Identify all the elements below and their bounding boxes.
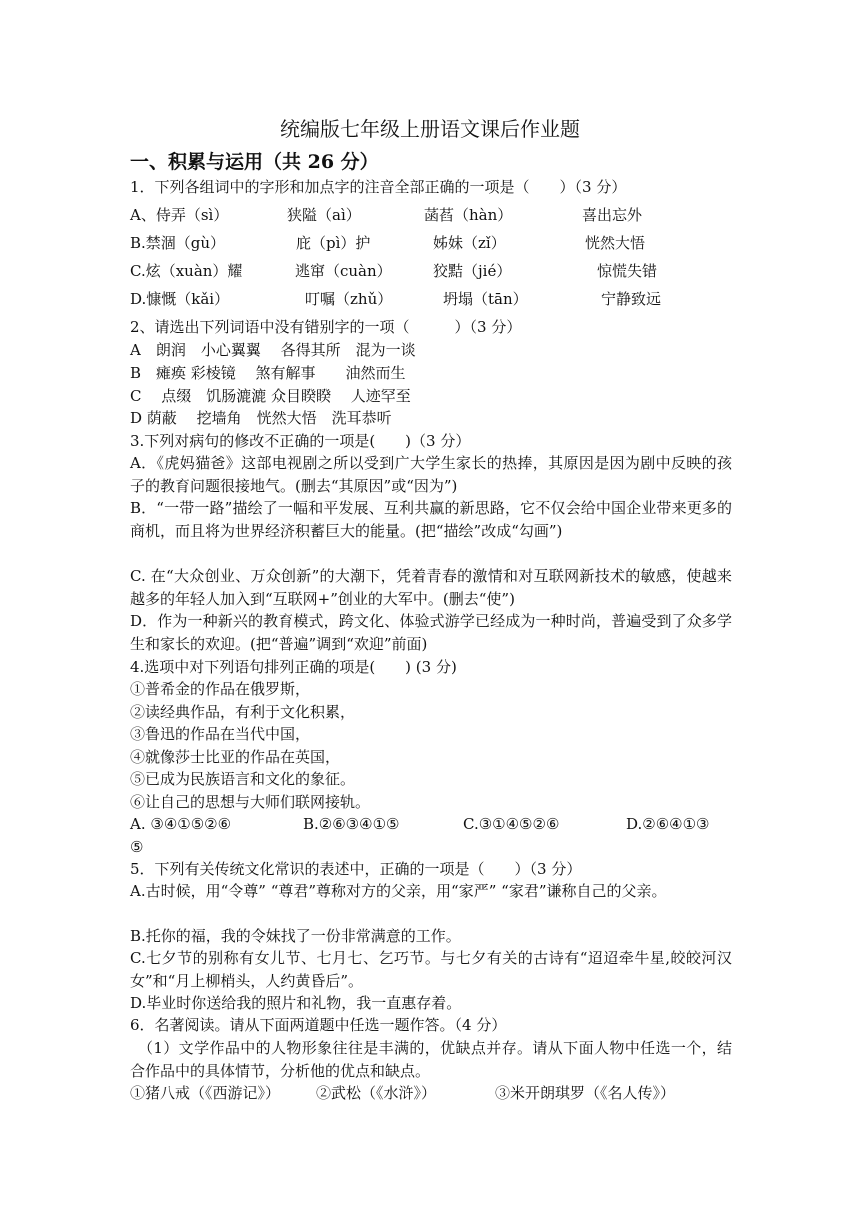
q4-item-1: ①普希金的作品在俄罗斯， <box>130 680 311 698</box>
q2-option-c: C 点缀 饥肠漉漉 众目睽睽 人迹罕至 <box>130 387 411 405</box>
q1-option-d-1: D.慷慨（kǎi） <box>130 290 230 308</box>
q4-item-4: ④就像莎士比亚的作品在英国， <box>130 748 341 766</box>
q5-option-d: D.毕业时你送给我的照片和礼物，我一直惠存着。 <box>130 994 462 1012</box>
q4-item-5: ⑤已成为民族语言和文化的象征。 <box>130 770 356 788</box>
section-heading: 一、积累与运用（共 26 分） <box>130 151 379 173</box>
question-6-stem: 6．名著阅读。请从下面两道题中任选一题作答。（4 分） <box>130 1016 507 1034</box>
q3-option-a: A．《虎妈猫爸》这部电视剧之所以受到广大学生家长的热捧，其原因是因为剧中反映的孩子的教育问题很接地气。(删去“其原因”或“因为”) <box>130 454 732 495</box>
q2-option-a: A 朗润 小心翼翼 各得其所 混为一谈 <box>130 341 416 359</box>
q4-option-c: C.③①④⑤②⑥ <box>463 815 560 833</box>
q3-option-b: B．“一带一路”描绘了一幅和平发展、互利共赢的新思路，它不仅会给中国企业带来更多的商机，而且将为世界经济积蓄巨大的能量。(把“描绘”改成“勾画”) <box>130 499 732 540</box>
q6-sub-question-1: （1）文学作品中的人物形象往往是丰满的，优缺点并存。请从下面人物中任选一个，结合作品中的具体情节，分析他的优点和缺点。 <box>130 1039 732 1080</box>
q1-option-b-4: 恍然大悟 <box>585 234 646 252</box>
question-2-stem: 2、请选出下列词语中没有错别字的一项（ ）（3 分） <box>130 318 522 336</box>
q1-option-d-2: 叮嘱（zhǔ） <box>305 290 393 308</box>
q4-option-d: D.②⑥④①③ <box>626 815 710 833</box>
q4-item-2: ②读经典作品，有利于文化积累， <box>130 703 356 721</box>
q1-option-d-4: 宁静致远 <box>601 290 662 308</box>
question-3-stem: 3.下列对病句的修改不正确的一项是( )（3 分） <box>130 432 471 450</box>
q1-option-c-4: 惊慌失错 <box>597 262 658 280</box>
q1-option-c-2: 逃窜（cuàn） <box>295 262 392 280</box>
q1-option-c-1: C.炫（xuàn）耀 <box>130 262 243 280</box>
question-4-stem: 4.选项中对下列语句排列正确的项是( ) (3 分) <box>130 658 457 676</box>
q6-choice-2: ②武松（《水浒》） <box>316 1084 437 1102</box>
question-1-stem: 1．下列各组词中的字形和加点字的注音全部正确的一项是（ ）（3 分） <box>130 178 627 196</box>
q3-option-d: D．作为一种新兴的教育模式，跨文化、体验式游学已经成为一种时尚，普遍受到了众多学生和家长的欢迎。(把“普遍”调到“欢迎”前面) <box>130 612 732 653</box>
q1-option-b-3: 姊妹（zǐ） <box>433 234 506 252</box>
q5-option-a: A.古时候，用“令尊” “尊君”尊称对方的父亲，用“家严” “家君”谦称自己的父亲。 <box>130 882 667 900</box>
q1-option-b-2: 庇（pì）护 <box>296 234 371 252</box>
q6-choice-1: ①猪八戒（《西游记》） <box>130 1084 281 1102</box>
q4-item-6: ⑥让自己的思想与大师们联网接轨。 <box>130 793 371 811</box>
q5-option-c: C.七夕节的别称有女儿节、七月七、乞巧节。与七夕有关的古诗有“迢迢牵牛星,皎皎河汉女”和“月上柳梢头，人约黄昏后”。 <box>130 949 732 990</box>
q4-option-a: A. ③④①⑤②⑥ <box>130 815 232 833</box>
q1-option-b-1: B.禁涸（gù） <box>130 234 226 252</box>
q1-option-a-4: 喜出忘外 <box>582 206 643 224</box>
q4-item-3: ③鲁迅的作品在当代中国， <box>130 725 311 743</box>
q1-option-a-2: 狭隘（aì） <box>287 206 361 224</box>
q6-choice-3: ③米开朗琪罗（《名人传》） <box>495 1084 676 1102</box>
q4-option-b: B.②⑥③④①⑤ <box>303 815 400 833</box>
q2-option-b: B 瘫痪 彩棱镜 煞有解事 油然而生 <box>130 364 406 382</box>
q5-option-b: B.托你的福，我的令妹找了一份非常满意的工作。 <box>130 927 461 945</box>
q1-option-a-1: A、侍弄（sì） <box>130 206 229 224</box>
q1-option-d-3: 坍塌（tān） <box>443 290 528 308</box>
q1-option-a-3: 菡萏（hàn） <box>424 206 513 224</box>
q4-option-d-wrap: ⑤ <box>130 838 144 856</box>
page-title: 统编版七年级上册语文课后作业题 <box>280 117 580 141</box>
q3-option-c: C. 在“大众创业、万众创新”的大潮下，凭着青春的激情和对互联网新技术的敏感，使越来越多的年轻人加入到“互联网+”创业的大军中。(删去“使”) <box>130 567 732 608</box>
q1-option-c-3: 狡黠（jié） <box>433 262 512 280</box>
question-5-stem: 5．下列有关传统文化常识的表述中，正确的一项是（ ）（3 分） <box>130 860 582 878</box>
q2-option-d: D 荫蔽 挖墙角 恍然大悟 洗耳恭听 <box>130 409 392 427</box>
